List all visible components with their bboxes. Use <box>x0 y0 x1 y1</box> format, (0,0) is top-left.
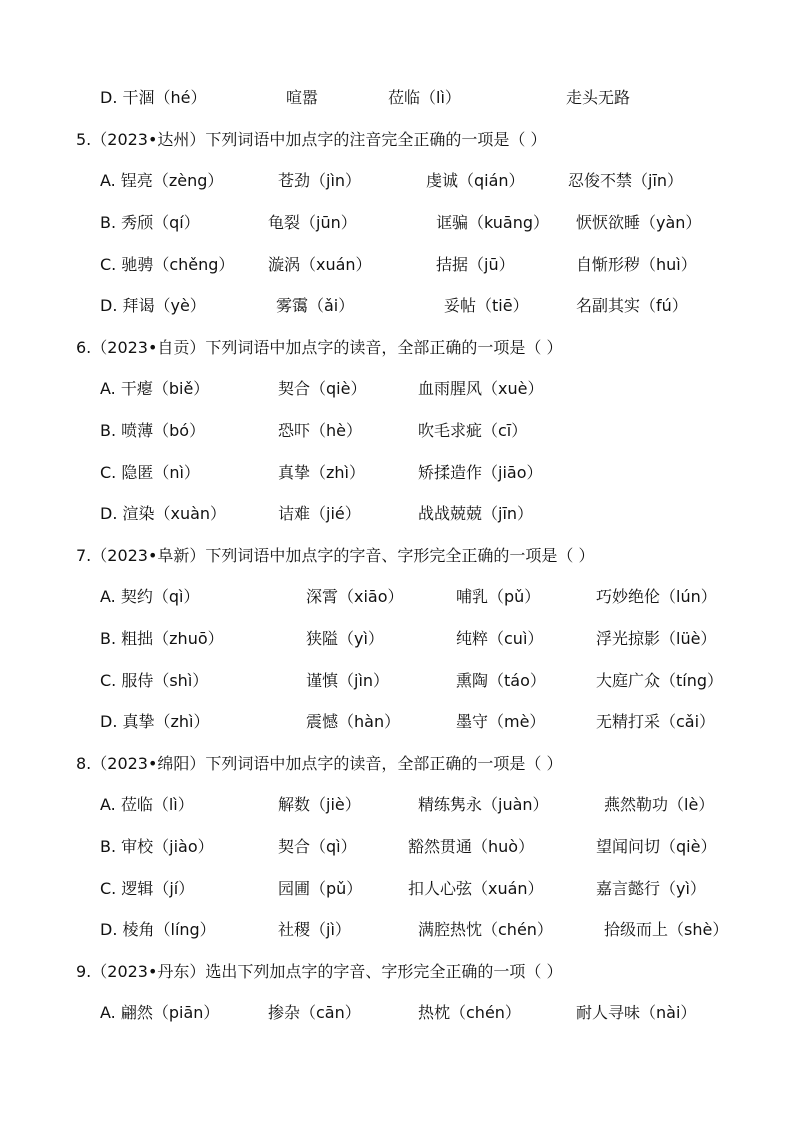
option-cell: 豁然贯通（huò） <box>408 837 535 856</box>
question-stem: 5.（2023•达州）下列词语中加点字的注音完全正确的一项是（ ） <box>76 130 547 149</box>
option-cell: D. 渲染（xuàn） <box>100 504 227 523</box>
option-cell: A. 莅临（lì） <box>100 795 194 814</box>
option-cell: 名副其实（fú） <box>576 296 688 315</box>
option-cell: 巧妙绝伦（lún） <box>596 587 717 606</box>
option-cell: 纯粹（cuì） <box>456 629 544 648</box>
option-cell: B. 粗拙（zhuō） <box>100 629 224 648</box>
option-cell: B. 喷薄（bó） <box>100 421 206 440</box>
option-cell: B. 秀颀（qí） <box>100 213 200 232</box>
option-cell: 熏陶（táo） <box>456 671 546 690</box>
option-cell: A. 翩然（piān） <box>100 1003 220 1022</box>
option-cell: C. 隐匿（nì） <box>100 463 200 482</box>
option-cell: 望闻问切（qiè） <box>596 837 717 856</box>
option-cell: 诓骗（kuāng） <box>436 213 550 232</box>
option-cell: 忍俊不禁（jīn） <box>568 171 684 190</box>
option-cell: 浮光掠影（lüè） <box>596 629 717 648</box>
option-cell: 燕然勒功（lè） <box>604 795 715 814</box>
option-cell: C. 驰骋（chěng） <box>100 255 235 274</box>
question-stem: 8.（2023•绵阳）下列词语中加点字的读音，全部正确的一项是（ ） <box>76 754 563 773</box>
option-cell: 诘难（jié） <box>278 504 361 523</box>
question-stem: 9.（2023•丹东）选出下列加点字的字音、字形完全正确的一项（ ） <box>76 962 563 981</box>
option-cell: 热枕（chén） <box>418 1003 521 1022</box>
option-cell: D. 干涸（hé） <box>100 88 207 107</box>
option-cell: 拮据（jū） <box>436 255 515 274</box>
option-cell: A. 干瘪（biě） <box>100 379 210 398</box>
option-cell: 哺乳（pǔ） <box>456 587 541 606</box>
option-cell: 龟裂（jūn） <box>268 213 357 232</box>
option-cell: 恐吓（hè） <box>278 421 362 440</box>
option-cell: A. 契约（qì） <box>100 587 200 606</box>
option-cell: 妥帖（tiē） <box>444 296 529 315</box>
option-cell: 狭隘（yì） <box>306 629 384 648</box>
question-stem: 6.（2023•自贡）下列词语中加点字的读音，全部正确的一项是（ ） <box>76 338 563 357</box>
option-cell: 雾霭（ǎi） <box>276 296 355 315</box>
option-cell: 无精打采（cǎi） <box>596 712 716 731</box>
option-cell: 扣人心弦（xuán） <box>408 879 544 898</box>
option-cell: D. 棱角（líng） <box>100 920 216 939</box>
option-cell: 墨守（mè） <box>456 712 546 731</box>
option-cell: 震憾（hàn） <box>306 712 401 731</box>
option-cell: 拾级而上（shè） <box>604 920 729 939</box>
option-cell: 苍劲（jìn） <box>278 171 362 190</box>
option-cell: 大庭广众（tíng） <box>596 671 724 690</box>
option-cell: D. 拜谒（yè） <box>100 296 206 315</box>
option-cell: 精练隽永（juàn） <box>418 795 549 814</box>
option-cell: 吹毛求疵（cī） <box>418 421 528 440</box>
option-cell: 园圃（pǔ） <box>278 879 363 898</box>
option-cell: C. 逻辑（jí） <box>100 879 195 898</box>
option-cell: A. 锃亮（zèng） <box>100 171 224 190</box>
option-cell: 战战兢兢（jīn） <box>418 504 534 523</box>
option-cell: D. 真挚（zhì） <box>100 712 210 731</box>
option-cell: 嘉言懿行（yì） <box>596 879 706 898</box>
option-cell: 虔诚（qián） <box>426 171 525 190</box>
option-cell: 满腔热忱（chén） <box>418 920 553 939</box>
option-cell: 矫揉造作（jiāo） <box>418 463 543 482</box>
option-cell: 自惭形秽（huì） <box>576 255 697 274</box>
option-cell: C. 服侍（shì） <box>100 671 209 690</box>
option-cell: 真挚（zhì） <box>278 463 365 482</box>
option-cell: 莅临（lì） <box>388 88 461 107</box>
option-cell: 喧嚣 <box>286 88 319 107</box>
option-cell: 深霄（xiāo） <box>306 587 404 606</box>
option-cell: 漩涡（xuán） <box>268 255 372 274</box>
option-cell: 血雨腥风（xuè） <box>418 379 544 398</box>
option-cell: 社稷（jì） <box>278 920 351 939</box>
option-cell: 走头无路 <box>566 88 631 107</box>
question-stem: 7.（2023•阜新）下列词语中加点字的字音、字形完全正确的一项是（ ） <box>76 546 595 565</box>
option-cell: 契合（qì） <box>278 837 357 856</box>
option-cell: 解数（jiè） <box>278 795 361 814</box>
option-cell: B. 审校（jiào） <box>100 837 214 856</box>
option-cell: 掺杂（cān） <box>268 1003 361 1022</box>
option-cell: 耐人寻味（nài） <box>576 1003 697 1022</box>
option-cell: 恹恹欲睡（yàn） <box>576 213 702 232</box>
option-cell: 契合（qiè） <box>278 379 367 398</box>
option-cell: 谨慎（jìn） <box>306 671 390 690</box>
